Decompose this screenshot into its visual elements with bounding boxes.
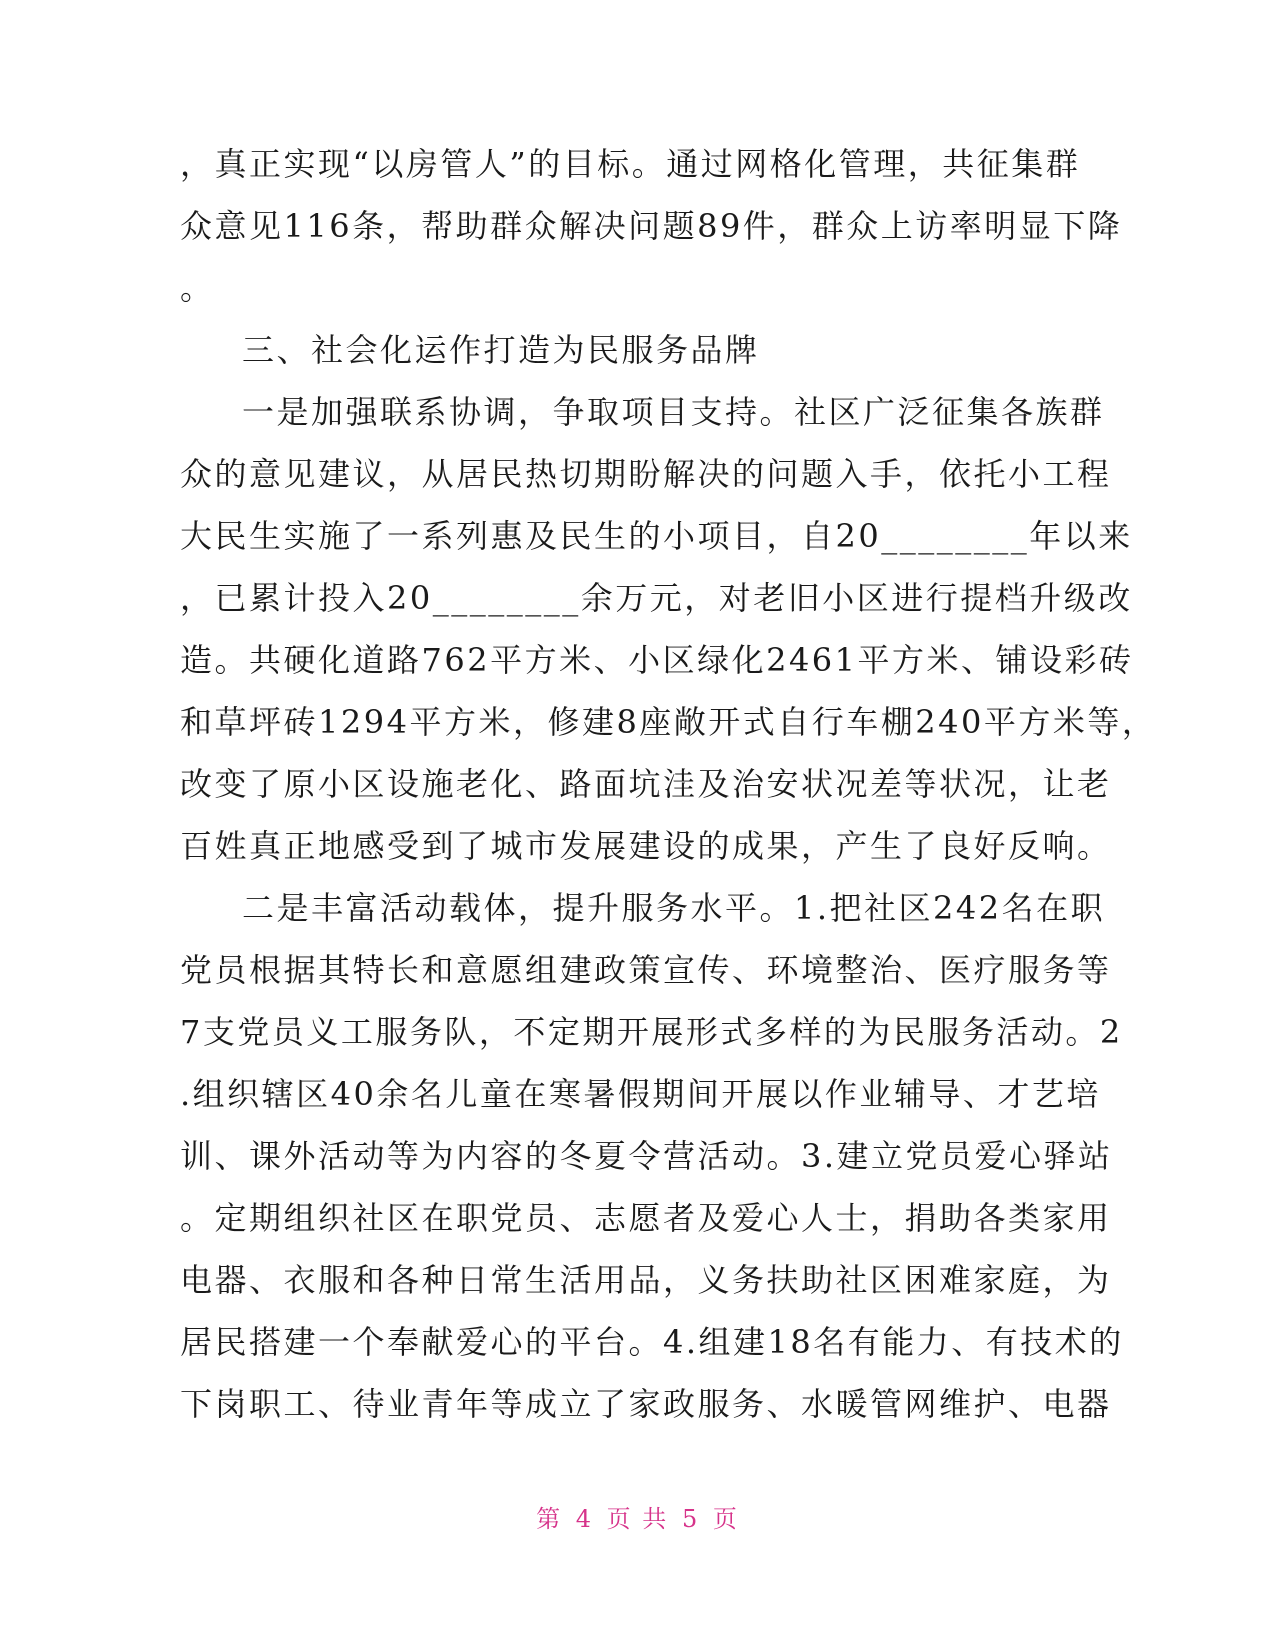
text-line-16: .组织辖区40余名儿童在寒暑假期间开展以作业辅导、才艺培 [180,1075,1101,1113]
text-line-3: 。 [180,269,215,307]
footer-total-pages: 5 [681,1505,700,1533]
text-line-1: ，真正实现“以房管人”的目标。通过网格化管理，共征集群 [180,145,1081,183]
text-line-20: 居民搭建一个奉献爱心的平台。4.组建18名有能力、有技术的 [180,1323,1124,1361]
text-line-19: 电器、衣服和各种日常生活用品，义务扶助社区困难家庭，为 [180,1261,1112,1299]
text-line-9: 造。共硬化道路762平方米、小区绿化2461平方米、铺设彩砖 [180,641,1134,679]
section-heading: 三、社会化运作打造为民服务品牌 [242,331,760,369]
text-line-6: 众的意见建议，从居民热切期盼解决的问题入手，依托小工程 [180,455,1112,493]
page-footer [0,1503,1275,1535]
text-line-5: 一是加强联系协调，争取项目支持。社区广泛征集各族群 [242,393,1105,431]
footer-current-page: 4 [575,1505,594,1533]
text-line-21: 下岗职工、待业青年等成立了家政服务、水暖管网维护、电器 [180,1385,1112,1423]
text-line-13: 二是丰富活动载体，提升服务水平。1.把社区242名在职 [242,889,1106,927]
text-line-11: 改变了原小区设施老化、路面坑洼及治安状况差等状况，让老 [180,765,1112,803]
footer-prefix: 第 [536,1505,563,1533]
text-line-18: 。定期组织社区在职党员、志愿者及爱心人士，捐助各类家用 [180,1199,1112,1237]
text-line-17: 训、课外活动等为内容的冬夏令营活动。3.建立党员爱心驿站 [180,1137,1113,1175]
text-line-10: 和草坪砖1294平方米，修建8座敞开式自行车棚240平方米等， [180,703,1157,741]
text-line-8: ，已累计投入20________余万元，对老旧小区进行提档升级改 [180,579,1133,617]
text-line-15: 7支党员义工服务队，不定期开展形式多样的为民服务活动。2 [180,1013,1123,1051]
text-line-14: 党员根据其特长和意愿组建政策宣传、环境整治、医疗服务等 [180,951,1112,989]
footer-suffix: 页 [712,1505,739,1533]
text-line-12: 百姓真正地感受到了城市发展建设的成果，产生了良好反响。 [180,827,1112,865]
footer-middle: 页 共 [606,1505,669,1533]
text-line-7: 大民生实施了一系列惠及民生的小项目，自20________年以来 [180,517,1133,555]
text-line-2: 众意见116条，帮助群众解决问题89件，群众上访率明显下降 [180,207,1123,245]
